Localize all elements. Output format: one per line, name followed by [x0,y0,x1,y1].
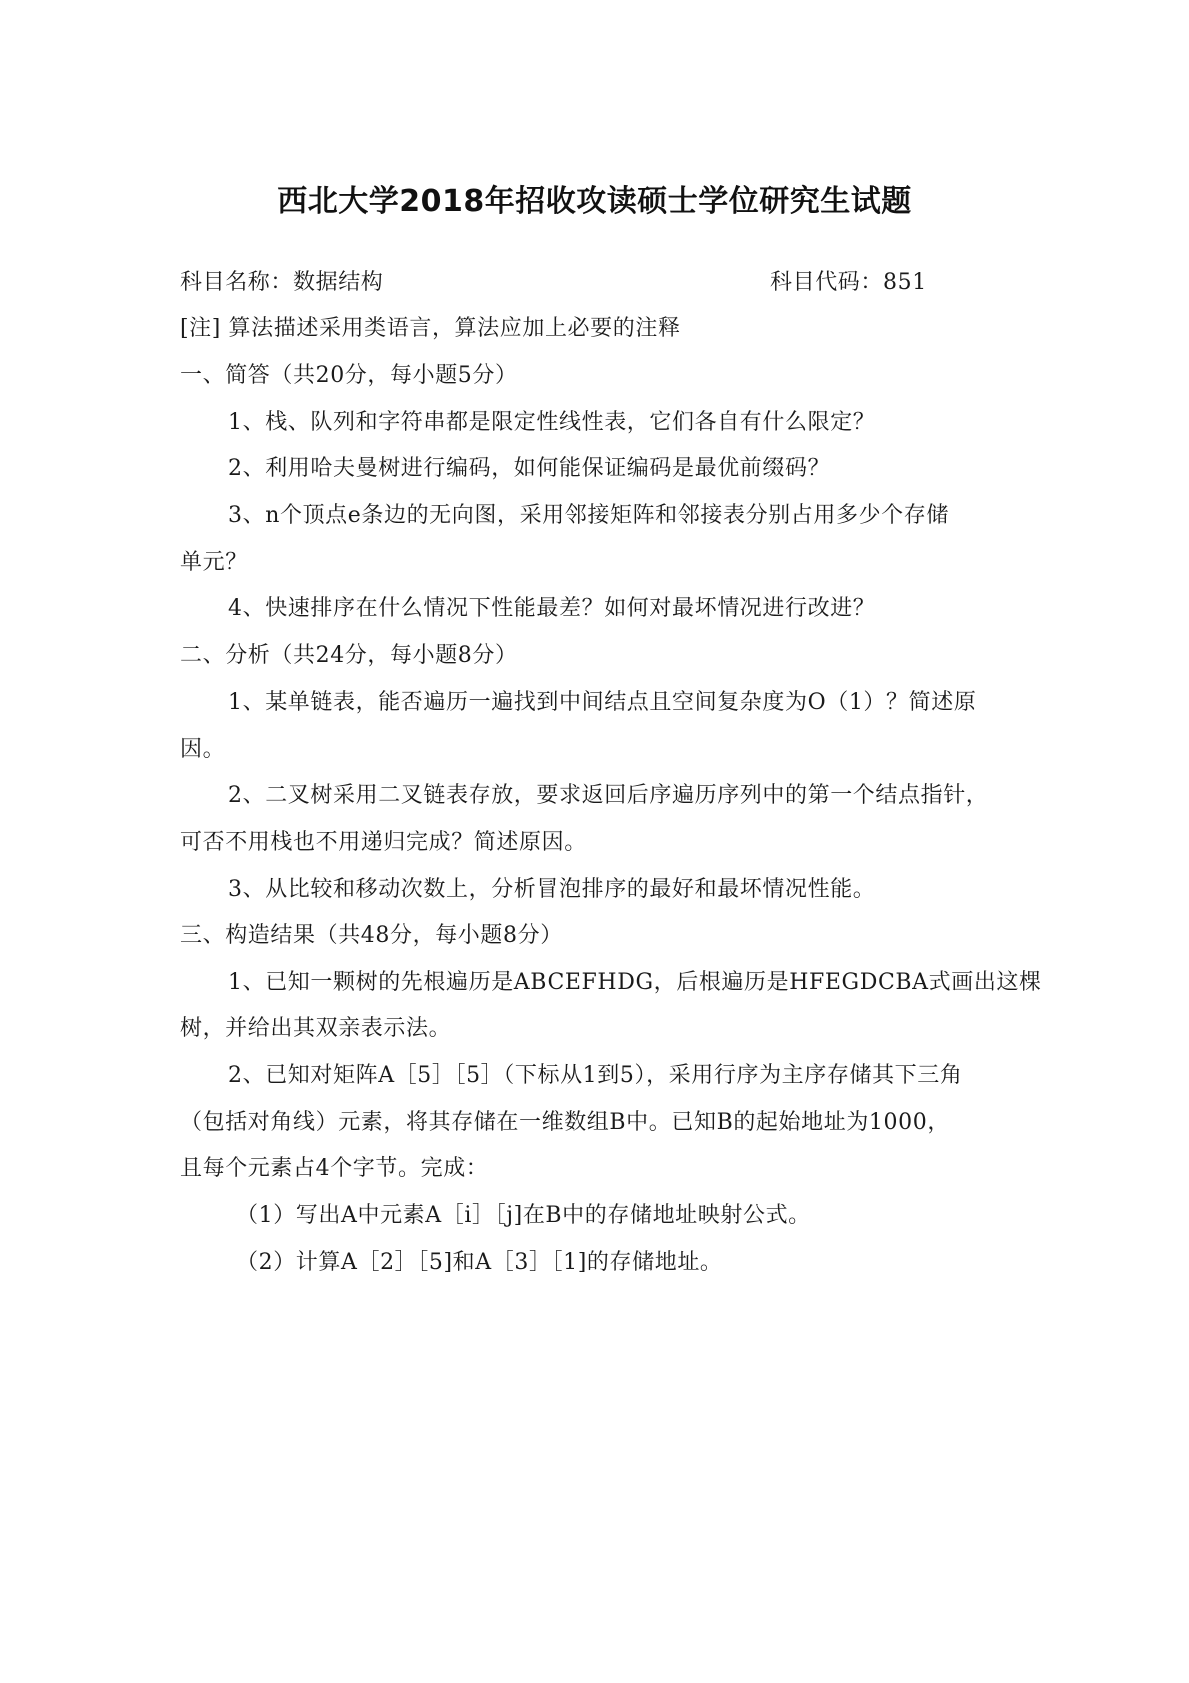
section-2-question-1: 1、某单链表，能否遍历一遍找到中间结点且空间复杂度为O（1）？简述原 [228,690,977,715]
page-title: 西北大学2018年招收攻读硕士学位研究生试题 [277,184,912,219]
exam-note: [注] 算法描述采用类语言，算法应加上必要的注释 [180,316,681,341]
section-1-heading: 一、简答（共20分，每小题5分） [180,363,518,388]
section-3-question-2-cont: （包括对角线）元素，将其存储在一维数组B中。已知B的起始地址为1000， [180,1110,950,1135]
section-3-question-2-part-2: （2）计算A［2］［5]和A［3］［1]的存储地址。 [236,1250,723,1275]
section-3-question-1: 1、已知一颗树的先根遍历是ABCEFHDG，后根遍历是HFEGDCBA式画出这棵 [228,970,1042,995]
section-1-question-3-cont: 单元？ [180,550,248,575]
section-2-question-1-cont: 因。 [180,737,226,762]
section-1-question-3: 3、n个顶点e条边的无向图，采用邻接矩阵和邻接表分别占用多少个存储 [228,503,949,528]
section-1-question-1: 1、栈、队列和字符串都是限定性线性表，它们各自有什么限定？ [228,410,876,435]
section-1-question-4: 4、快速排序在什么情况下性能最差？如何对最坏情况进行改进？ [228,596,876,621]
subject-code: 科目代码：851 [770,270,927,295]
section-2-question-2-cont: 可否不用栈也不用递归完成？简述原因。 [180,830,587,855]
section-1-question-2: 2、利用哈夫曼树进行编码，如何能保证编码是最优前缀码？ [228,456,831,481]
section-3-question-2-cont-2: 且每个元素占4个字节。完成： [180,1156,489,1181]
section-2-question-2: 2、二叉树采用二叉链表存放，要求返回后序遍历序列中的第一个结点指针， [228,783,989,808]
section-2-heading: 二、分析（共24分，每小题8分） [180,643,518,668]
section-3-question-2-part-1: （1）写出A中元素A［i］［j]在B中的存储地址映射公式。 [236,1203,811,1228]
section-3-heading: 三、构造结果（共48分，每小题8分） [180,923,563,948]
subject-name: 科目名称：数据结构 [180,270,384,295]
section-3-question-2: 2、已知对矩阵A［5］［5］（下标从1到5），采用行序为主序存储其下三角 [228,1063,963,1088]
section-3-question-1-cont: 树，并给出其双亲表示法。 [180,1016,452,1041]
section-2-question-3: 3、从比较和移动次数上，分析冒泡排序的最好和最坏情况性能。 [228,877,876,902]
